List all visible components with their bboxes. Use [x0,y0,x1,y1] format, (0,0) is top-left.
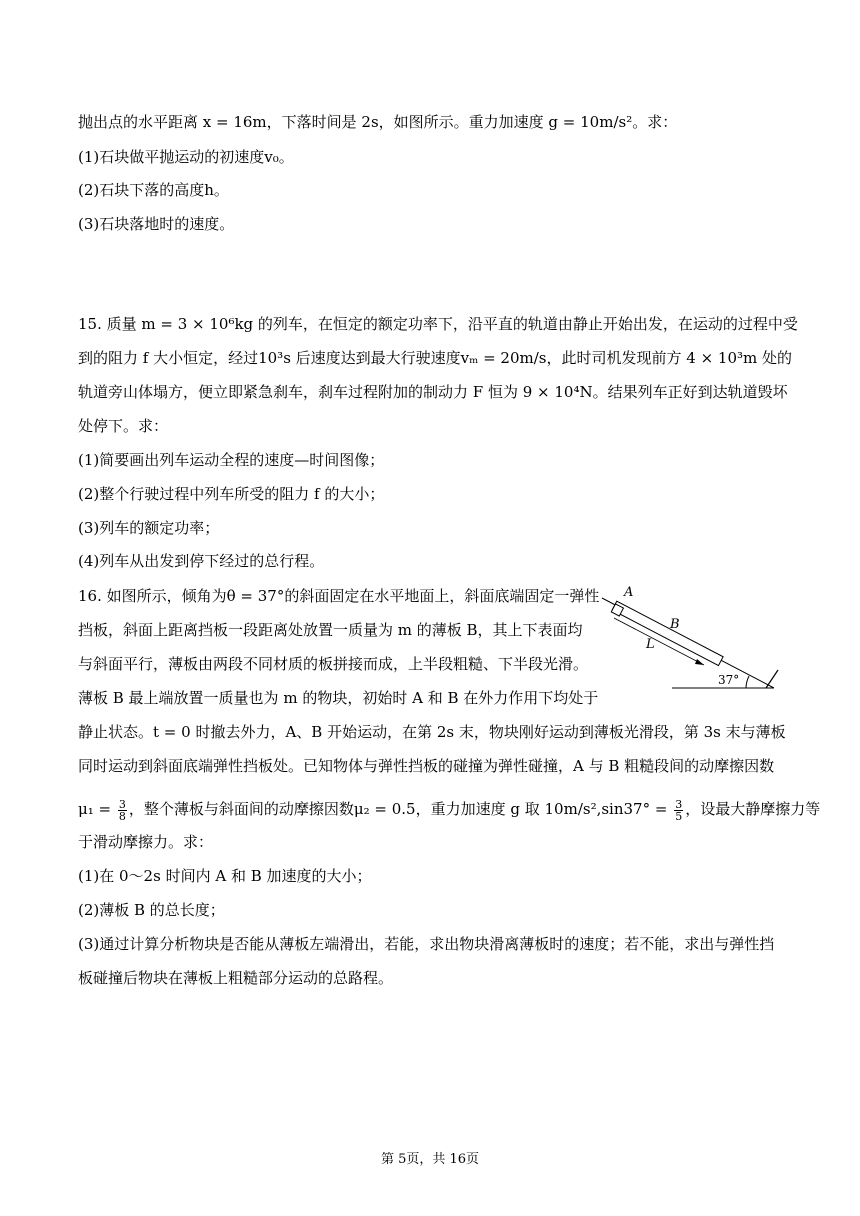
fraction-denominator: 8 [118,809,126,823]
fraction-three-fifths [674,799,683,822]
p16-text-line-7 [78,794,820,824]
label-a: A [624,585,634,600]
arrow-head [695,659,704,665]
p16-text-line-6: 同时运动到斜面底端弹性挡板处。已知物体与弹性挡板的碰撞为弹性碰撞，A 与 B 粗糙段间的动摩擦因数 [78,757,775,775]
p14-question-2: (2)石块下落的高度h。 [78,181,229,199]
p16-text-line-5: 静止状态。t = 0 时撤去外力，A、B 开始运动，在第 2s 末，物块刚好运动到薄板光滑段，第 3s 末与薄板 [78,723,786,741]
fraction-numerator: 3 [118,797,126,811]
barrier-line [766,670,778,688]
p14-question-1: (1)石块做平抛运动的初速度v₀。 [78,148,294,166]
p15-question-3: (3)列车的额定功率； [78,519,220,537]
p15-question-4: (4)列车从出发到停下经过的总行程。 [78,552,325,570]
p15-question-1: (1)简要画出列车运动全程的速度—时间图像； [78,451,385,469]
fraction-three-eighths [118,799,127,822]
p14-question-3: (3)石块落地时的速度。 [78,215,235,233]
label-b: B [670,617,680,632]
p15-text-line-4: 处停下。求： [78,417,169,435]
p15-question-2: (2)整个行驶过程中列车所受的阻力 f 的大小； [78,485,385,503]
p16-text-line-2: 挡板，斜面上距离挡板一段距离处放置一质量为 m 的薄板 B，其上下表面均 [78,621,583,639]
p16-question-3-continued: 板碰撞后物块在薄板上粗糙部分运动的总路程。 [78,969,394,987]
p16-question-1: (1)在 0～2s 时间内 A 和 B 加速度的大小； [78,867,372,885]
board-b [612,601,723,665]
angle-arc [746,676,749,688]
p15-text-line-1: 15. 质量 m = 3 × 10⁶kg 的列车，在恒定的额定功率下，沿平直的轨道由静止开始出发，在运动的过程中受 [78,315,798,333]
mu1-label: μ₁ = [78,800,116,818]
page-footer: 第 5页，共 16页 [380,1152,480,1167]
label-l: L [646,637,655,652]
fraction-numerator: 3 [675,797,683,811]
incline-figure [596,580,786,700]
mu2-text: ，整个薄板与斜面间的动摩擦因数μ₂ = 0.5，重力加速度 g 取 10m/s²,sin37° = [128,800,673,818]
p16-question-3: (3)通过计算分析物块是否能从薄板左端滑出，若能，求出物块滑离薄板时的速度；若不能，求出与弹性挡 [78,935,775,953]
p15-text-line-3: 轨道旁山体塌方，便立即紧急刹车，刹车过程附加的制动力 F 恒为 9 × 10⁴N。结果列车正好到达轨道毁坏 [78,383,788,401]
p16-text-line-8: 于滑动摩擦力。求： [78,833,214,851]
p16-text-line-4: 薄板 B 最上端放置一质量也为 m 的物块，初始时 A 和 B 在外力作用下均处于 [78,689,599,707]
p16-text-line-3: 与斜面平行，薄板由两段不同材质的板拼接而成，上半段粗糙、下半段光滑。 [78,655,589,673]
fraction-denominator: 5 [675,809,683,823]
friction-note: ，设最大静摩擦力等 [685,800,821,818]
p15-text-line-2: 到的阻力 f 大小恒定，经过10³s 后速度达到最大行驶速度vₘ = 20m/s，此时司机发现前方 4 × 10³m 处的 [78,349,793,367]
angle-label: 37° [718,673,740,687]
p16-question-2: (2)薄板 B 的总长度； [78,901,225,919]
p14-text-line-1: 抛出点的水平距离 x = 16m，下落时间是 2s，如图所示。重力加速度 g = 10m/s²。求： [78,113,678,131]
p16-text-line-1: 16. 如图所示，倾角为θ = 37°的斜面固定在水平地面上，斜面底端固定一弹性 [78,587,600,605]
